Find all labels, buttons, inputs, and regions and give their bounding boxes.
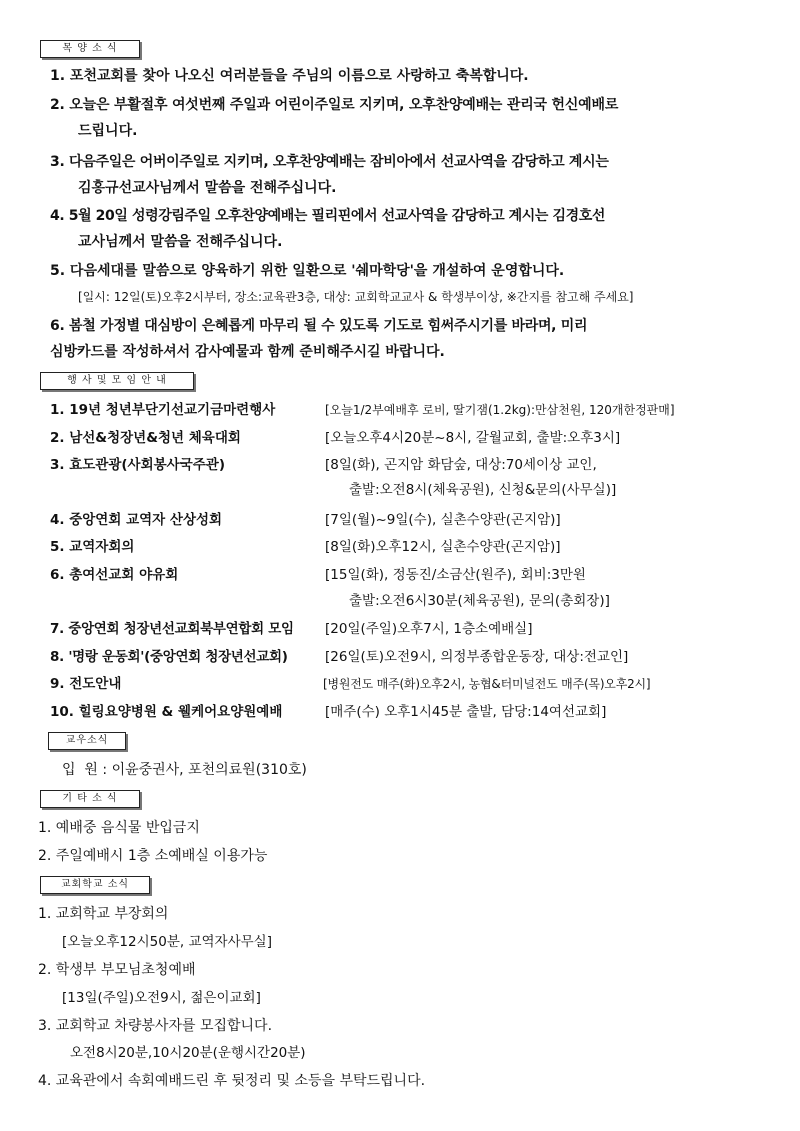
section-header-news: 목 양 소 식	[40, 40, 140, 58]
school-line: 오전8시20분,10시20분(운행시간20분)	[70, 1045, 306, 1061]
event-name: 3. 효도관광(사회봉사국주관)	[50, 457, 226, 473]
event-name: 6. 총여선교회 야유회	[50, 567, 179, 583]
event-detail: [8일(화), 곤지암 화담숲, 대상:70세이상 교인,	[325, 457, 597, 473]
event-detail: [매주(수) 오후1시45분 출발, 담당:14여선교회]	[325, 704, 607, 720]
school-line: 2. 학생부 부모님초청예배	[38, 962, 196, 978]
event-name: 7. 중앙연회 청장년선교회북부연합회 모임	[50, 621, 294, 637]
news-line: 2. 오늘은 부활절후 여섯번째 주일과 어린이주일로 지키며, 오후찬양예배는 관리국 헌신예배로	[50, 97, 619, 113]
section-header-school: 교회학교 소식	[40, 876, 150, 894]
news-line: 6. 봄철 가정별 대심방이 은혜롭게 마무리 될 수 있도록 기도로 힘써주시기를 바라며, 미리	[50, 318, 588, 334]
news-line: 1. 포천교회를 찾아 나오신 여러분들을 주님의 이름으로 사랑하고 축복합니다.	[50, 68, 529, 84]
event-name: 5. 교역자회의	[50, 539, 135, 555]
event-detail: [오늘1/2부예배후 로비, 딸기잼(1.2kg):만삼천원, 120개한정판매]	[325, 403, 675, 417]
news-line: 심방카드를 작성하셔서 감사예물과 함께 준비해주시길 바랍니다.	[50, 344, 445, 360]
event-detail: [병원전도 매주(화)오후2시, 농협&터미널전도 매주(목)오후2시]	[323, 677, 651, 691]
school-line: 4. 교육관에서 속회예배드린 후 뒷정리 및 소등을 부탁드립니다.	[38, 1073, 426, 1089]
event-name: 8. '명랑 운동회'(중앙연회 청장년선교회)	[50, 649, 288, 665]
school-line: [13일(주일)오전9시, 젊은이교회]	[62, 990, 261, 1006]
event-detail: [오늘오후4시20분~8시, 갈월교회, 출발:오후3시]	[325, 430, 621, 446]
event-name: 2. 남선&청장년&청년 체육대회	[50, 430, 241, 446]
news-line: 드립니다.	[78, 123, 138, 139]
event-detail: [7일(월)~9일(수), 실촌수양관(곤지암)]	[325, 512, 561, 528]
news-line: 3. 다음주일은 어버이주일로 지키며, 오후찬양예배는 잠비아에서 선교사역을 감당하고 계시는	[50, 154, 609, 170]
school-line: 3. 교회학교 차량봉사자를 모집합니다.	[38, 1018, 273, 1034]
section-header-other: 기 타 소 식	[40, 790, 140, 808]
section-header-members: 교우소식	[48, 732, 126, 750]
news-line: 5. 다음세대를 말씀으로 양육하기 위한 일환으로 '쉐마학당'을 개설하여 운영합니다.	[50, 263, 565, 279]
event-detail-cont: 출발:오전6시30분(체육공원), 문의(총회장)]	[349, 593, 610, 609]
other-line: 2. 주일예배시 1층 소예배실 이용가능	[38, 848, 268, 864]
event-name: 4. 중앙연회 교역자 산상성회	[50, 512, 223, 528]
event-detail: [15일(화), 정동진/소금산(원주), 회비:3만원	[325, 567, 586, 583]
event-detail: [20일(주일)오후7시, 1층소예배실]	[325, 621, 533, 637]
event-detail: [26일(토)오전9시, 의정부종합운동장, 대상:전교인]	[325, 649, 629, 665]
news-line: 4. 5월 20일 성령강림주일 오후찬양예배는 필리핀에서 선교사역을 감당하고 계시는 김경호선	[50, 208, 606, 224]
news-line: 교사님께서 말씀을 전해주십니다.	[78, 234, 283, 250]
event-detail: [8일(화)오후12시, 실촌수양관(곤지암)]	[325, 539, 561, 555]
members-line: 입 원 : 이윤중권사, 포천의료원(310호)	[62, 762, 307, 778]
event-name: 9. 전도안내	[50, 676, 122, 692]
news-line: [일시: 12일(토)오후2시부터, 장소:교육관3층, 대상: 교회학교교사 & 학생부이상, ※간지를 참고해 주세요]	[78, 290, 634, 304]
news-line: 김홍규선교사님께서 말씀을 전해주십니다.	[78, 180, 337, 196]
event-name: 10. 힐링요양병원 & 웰케어요양원예배	[50, 704, 283, 720]
section-header-events: 행 사 및 모 임 안 내	[40, 372, 194, 390]
other-line: 1. 예배중 음식물 반입금지	[38, 820, 200, 836]
school-line: 1. 교회학교 부장회의	[38, 906, 169, 922]
event-name: 1. 19년 청년부단기선교기금마련행사	[50, 402, 276, 418]
event-detail-cont: 출발:오전8시(체육공원), 신청&문의(사무실)]	[349, 482, 617, 498]
school-line: [오늘오후12시50분, 교역자사무실]	[62, 934, 272, 950]
